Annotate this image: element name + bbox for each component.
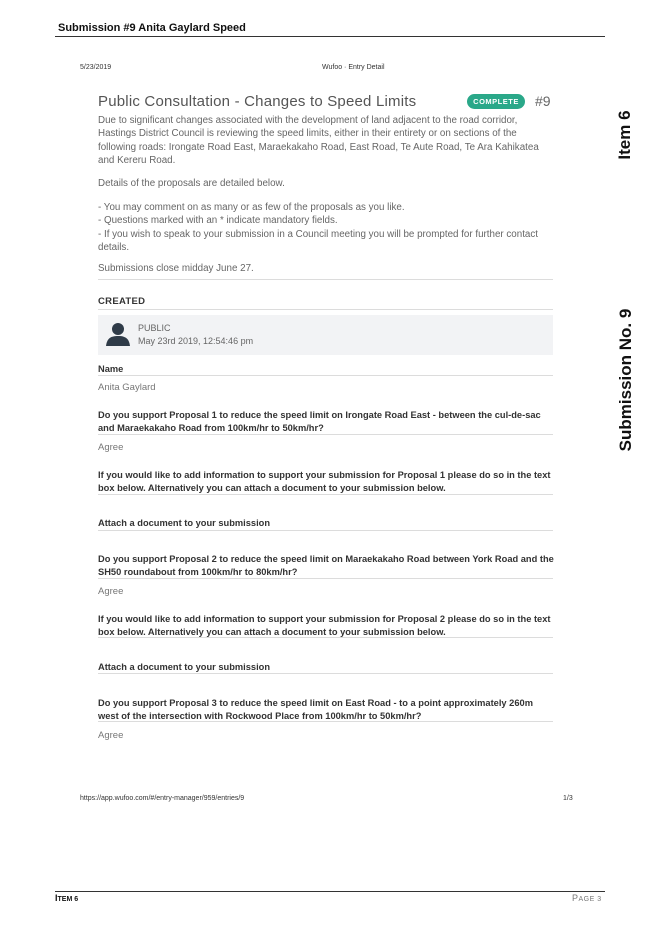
creator-type: PUBLIC — [138, 323, 171, 333]
document-header-title: Submission #9 Anita Gaylard Speed — [58, 22, 246, 34]
answer-proposal-1: Agree — [98, 442, 124, 453]
field-divider — [98, 530, 553, 531]
answer-proposal-2: Agree — [98, 586, 124, 597]
field-divider — [98, 637, 553, 638]
question-proposal-3: Do you support Proposal 3 to reduce the speed limit on East Road - to a point approximately 260m west of the intersection with Rockwood Place from 100km/hr to 50km/hr? — [98, 698, 533, 721]
question-proposal-2: Do you support Proposal 2 to reduce the speed limit on Maraekakaho Road between York Road and the SH50 roundabout from 100km/hr to 80km/hr? — [98, 554, 554, 577]
entry-number: #9 — [535, 93, 551, 109]
form-intro: Due to significant changes associated with the development of land adjacent to the road corridor, Hastings District Council is reviewing the speed limits, either in their entirety or on sections of the following roads: Irongate Road East, Maraekakaho Road, East Road, Te Aute Road, Te Ara Kahikatea and Kereru Road. — [98, 115, 539, 166]
name-field-label: Name — [98, 364, 124, 374]
print-page-number: 1/3 — [563, 795, 573, 802]
closing-note: Submissions close midday June 27. — [98, 263, 254, 274]
section-divider — [98, 309, 553, 310]
attach-document-label: Attach a document to your submission — [98, 662, 271, 672]
field-divider — [98, 578, 553, 579]
section-divider — [98, 279, 553, 280]
created-datetime: May 23rd 2019, 12:54:46 pm — [138, 336, 254, 346]
field-divider — [98, 494, 553, 495]
field-divider — [98, 375, 553, 376]
print-page-title: Wufoo · Entry Detail — [322, 64, 385, 71]
header-divider — [55, 36, 605, 37]
info-prompt-proposal-1: If you would like to add information to support your submission for Proposal 1 please do so in the text box below. Alternatively you can attach a document to your submission below. — [98, 470, 551, 493]
side-item-label: Item 6 — [615, 110, 634, 160]
instruction-line: - Questions marked with an * indicate mandatory fields. — [98, 215, 338, 227]
creator-panel — [98, 315, 553, 355]
print-date: 5/23/2019 — [80, 64, 112, 71]
field-divider — [98, 721, 553, 722]
form-title: Public Consultation - Changes to Speed Limits — [98, 93, 417, 110]
field-divider — [98, 434, 553, 435]
footer-divider — [55, 891, 605, 892]
footer-page-label: PAGE 3 — [572, 893, 602, 903]
attach-document-label: Attach a document to your submission — [98, 518, 271, 528]
print-url: https://app.wufoo.com/#/entry-manager/959/entries/9 — [80, 795, 245, 802]
side-submission-label: Submission No. 9 — [616, 308, 635, 452]
footer-item-label: ITEM 6 — [55, 893, 79, 903]
created-heading: CREATED — [98, 296, 146, 307]
answer-proposal-3: Agree — [98, 730, 124, 741]
field-divider — [98, 673, 553, 674]
instruction-line: - You may comment on as many or as few of the proposals as you like. — [98, 202, 405, 213]
status-badge: COMPLETE — [467, 94, 525, 109]
instruction-line: - If you wish to speak to your submission in a Council meeting you will be prompted for further contact details. — [98, 228, 538, 253]
form-instructions — [98, 201, 558, 254]
form-details-note: Details of the proposals are detailed below. — [98, 178, 285, 189]
user-avatar-icon — [105, 321, 131, 347]
name-field-value: Anita Gaylard — [98, 382, 156, 393]
info-prompt-proposal-2: If you would like to add information to support your submission for Proposal 2 please do so in the text box below. Alternatively you can attach a document to your submission below. — [98, 614, 551, 637]
question-proposal-1: Do you support Proposal 1 to reduce the speed limit on Irongate Road East - between the cul-de-sac and Maraekakaho Road from 100km/hr to 50km/hr? — [98, 410, 541, 433]
